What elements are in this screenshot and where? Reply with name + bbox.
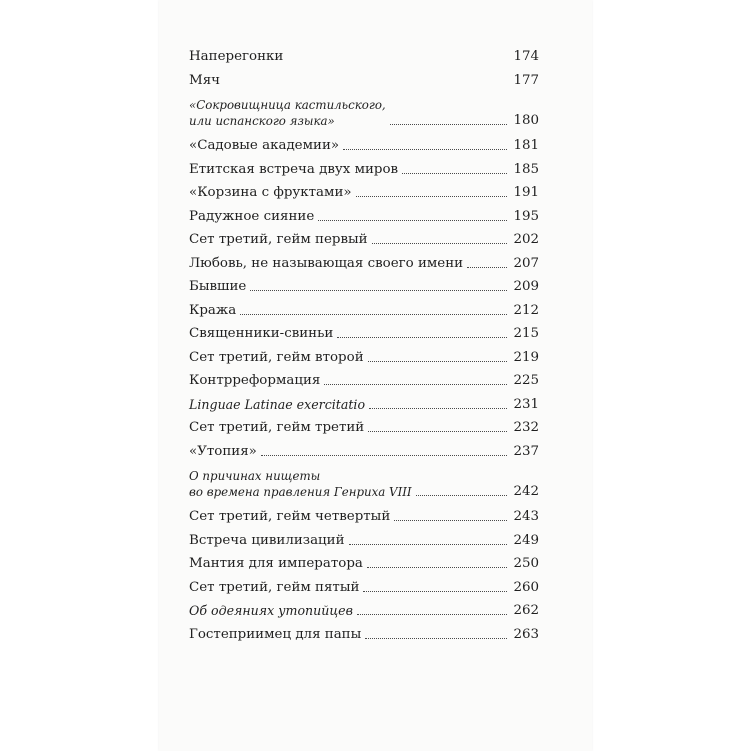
dot-leader bbox=[240, 313, 507, 315]
toc-entry-title: Сет третий, гейм пятый bbox=[189, 579, 360, 595]
dot-leader bbox=[416, 494, 507, 496]
toc-entry bbox=[189, 299, 539, 319]
dot-leader bbox=[343, 148, 507, 150]
toc-entry-title: Любовь, не называющая своего имени bbox=[189, 255, 464, 271]
dot-leader bbox=[467, 266, 507, 268]
toc-entry-page: 232 bbox=[513, 420, 539, 435]
toc-entry-page: 250 bbox=[513, 556, 539, 571]
dot-leader bbox=[324, 383, 507, 385]
toc-entry bbox=[189, 158, 539, 178]
toc-entry-title bbox=[189, 97, 386, 129]
dot-leader bbox=[250, 289, 507, 291]
dot-leader bbox=[261, 454, 507, 456]
toc-entry-title: Сет третий, гейм первый bbox=[189, 232, 368, 247]
toc-entry bbox=[189, 599, 539, 619]
toc-entry-page: 260 bbox=[513, 579, 539, 595]
dot-leader bbox=[357, 613, 507, 615]
toc-entry-title bbox=[189, 468, 412, 500]
dot-leader bbox=[368, 430, 507, 432]
toc-entry-title-line2: или испанского языка» bbox=[189, 114, 335, 128]
toc-entry-title-line1: О причинах нищеты bbox=[189, 469, 321, 483]
dot-leader bbox=[349, 543, 507, 545]
toc-entry bbox=[189, 252, 539, 272]
toc-entry bbox=[189, 440, 539, 460]
toc-entry-page: 219 bbox=[513, 349, 539, 365]
toc-entry-page: 174 bbox=[513, 49, 539, 64]
dot-leader bbox=[363, 590, 507, 592]
toc-entry bbox=[189, 322, 539, 342]
toc-entry-title: Радужное сияние bbox=[189, 208, 315, 224]
dot-leader bbox=[356, 195, 507, 197]
dot-leader bbox=[365, 637, 507, 639]
dot-leader bbox=[368, 360, 507, 362]
toc-entry-page: 207 bbox=[513, 255, 539, 271]
toc-entry-page: 202 bbox=[513, 232, 539, 247]
toc-entry-page: 185 bbox=[513, 161, 539, 177]
toc-entry-title: Мантия для императора bbox=[189, 556, 363, 571]
toc-entry-page: 191 bbox=[513, 185, 539, 200]
toc-entry-title: Linguae Latinae exercitatio bbox=[189, 396, 366, 412]
toc-entry-title: Встреча цивилизаций bbox=[189, 532, 345, 548]
dot-leader bbox=[337, 336, 507, 338]
toc-entry-title: Сет третий, гейм третий bbox=[189, 420, 365, 435]
dot-leader bbox=[394, 519, 507, 521]
toc-entry-page: 243 bbox=[513, 509, 539, 524]
toc-entry-title: Священники-свиньи bbox=[189, 326, 334, 341]
toc-entry bbox=[189, 205, 539, 225]
toc-entry-title-line2: во времена правления Генриха VIII bbox=[189, 485, 412, 499]
dot-leader bbox=[390, 123, 507, 125]
toc-entry-title: «Корзина с фруктами» bbox=[189, 185, 352, 200]
toc-entry-title: Сет третий, гейм второй bbox=[189, 349, 364, 365]
toc-entry bbox=[189, 228, 539, 248]
dot-leader bbox=[369, 407, 507, 409]
toc-entry-page: 181 bbox=[513, 138, 539, 153]
toc-entry-title: Контрреформация bbox=[189, 373, 321, 388]
toc-entry bbox=[189, 369, 539, 389]
toc-entry-page: 263 bbox=[513, 626, 539, 642]
toc-entry-page: 209 bbox=[513, 279, 539, 294]
toc-entry-page: 215 bbox=[513, 326, 539, 341]
dot-leader bbox=[367, 566, 507, 568]
toc-entry bbox=[189, 529, 539, 549]
toc-entry bbox=[189, 505, 539, 525]
toc-entry bbox=[189, 134, 539, 154]
toc-entry-page: 242 bbox=[513, 484, 539, 499]
toc-entry-page: 237 bbox=[513, 443, 539, 459]
toc-entry-title: «Садовые академии» bbox=[189, 138, 340, 153]
toc-entry bbox=[189, 393, 539, 413]
toc-entry bbox=[189, 275, 539, 295]
toc-entry-page: 212 bbox=[513, 302, 539, 318]
toc-entry-title: Наперегонки bbox=[189, 49, 284, 64]
toc-entry bbox=[189, 45, 539, 65]
toc-entry bbox=[189, 92, 539, 129]
dot-leader bbox=[402, 172, 507, 174]
toc-entry bbox=[189, 181, 539, 201]
toc-entry bbox=[189, 69, 539, 89]
toc-entry-title: Об одеяниях утопийцев bbox=[189, 603, 353, 618]
toc-entry-title: «Утопия» bbox=[189, 443, 257, 459]
toc-entry-title: Кража bbox=[189, 302, 237, 318]
toc-entry-title-line1: «Сокровищница кастильского, bbox=[189, 98, 386, 112]
toc-entry-title: Мяч bbox=[189, 72, 221, 88]
toc-entry-title: Сет третий, гейм четвертый bbox=[189, 509, 391, 524]
toc-entry bbox=[189, 552, 539, 572]
toc-entry-page: 231 bbox=[513, 396, 539, 412]
toc-entry bbox=[189, 463, 539, 500]
table-of-contents bbox=[189, 45, 539, 646]
toc-entry-page: 180 bbox=[513, 113, 539, 128]
toc-entry-title: Етитская встреча двух миров bbox=[189, 161, 399, 177]
toc-entry bbox=[189, 623, 539, 643]
toc-entry-title: Бывшие bbox=[189, 279, 247, 294]
dot-leader bbox=[372, 242, 507, 244]
toc-entry bbox=[189, 416, 539, 436]
dot-leader bbox=[318, 219, 507, 221]
toc-entry-page: 249 bbox=[513, 532, 539, 548]
toc-entry-page: 195 bbox=[513, 208, 539, 224]
toc-entry-page: 262 bbox=[513, 603, 539, 618]
toc-entry-page: 225 bbox=[513, 373, 539, 388]
toc-entry bbox=[189, 576, 539, 596]
toc-entry-page: 177 bbox=[513, 72, 539, 88]
toc-entry-title: Гостеприимец для папы bbox=[189, 626, 362, 642]
toc-entry bbox=[189, 346, 539, 366]
